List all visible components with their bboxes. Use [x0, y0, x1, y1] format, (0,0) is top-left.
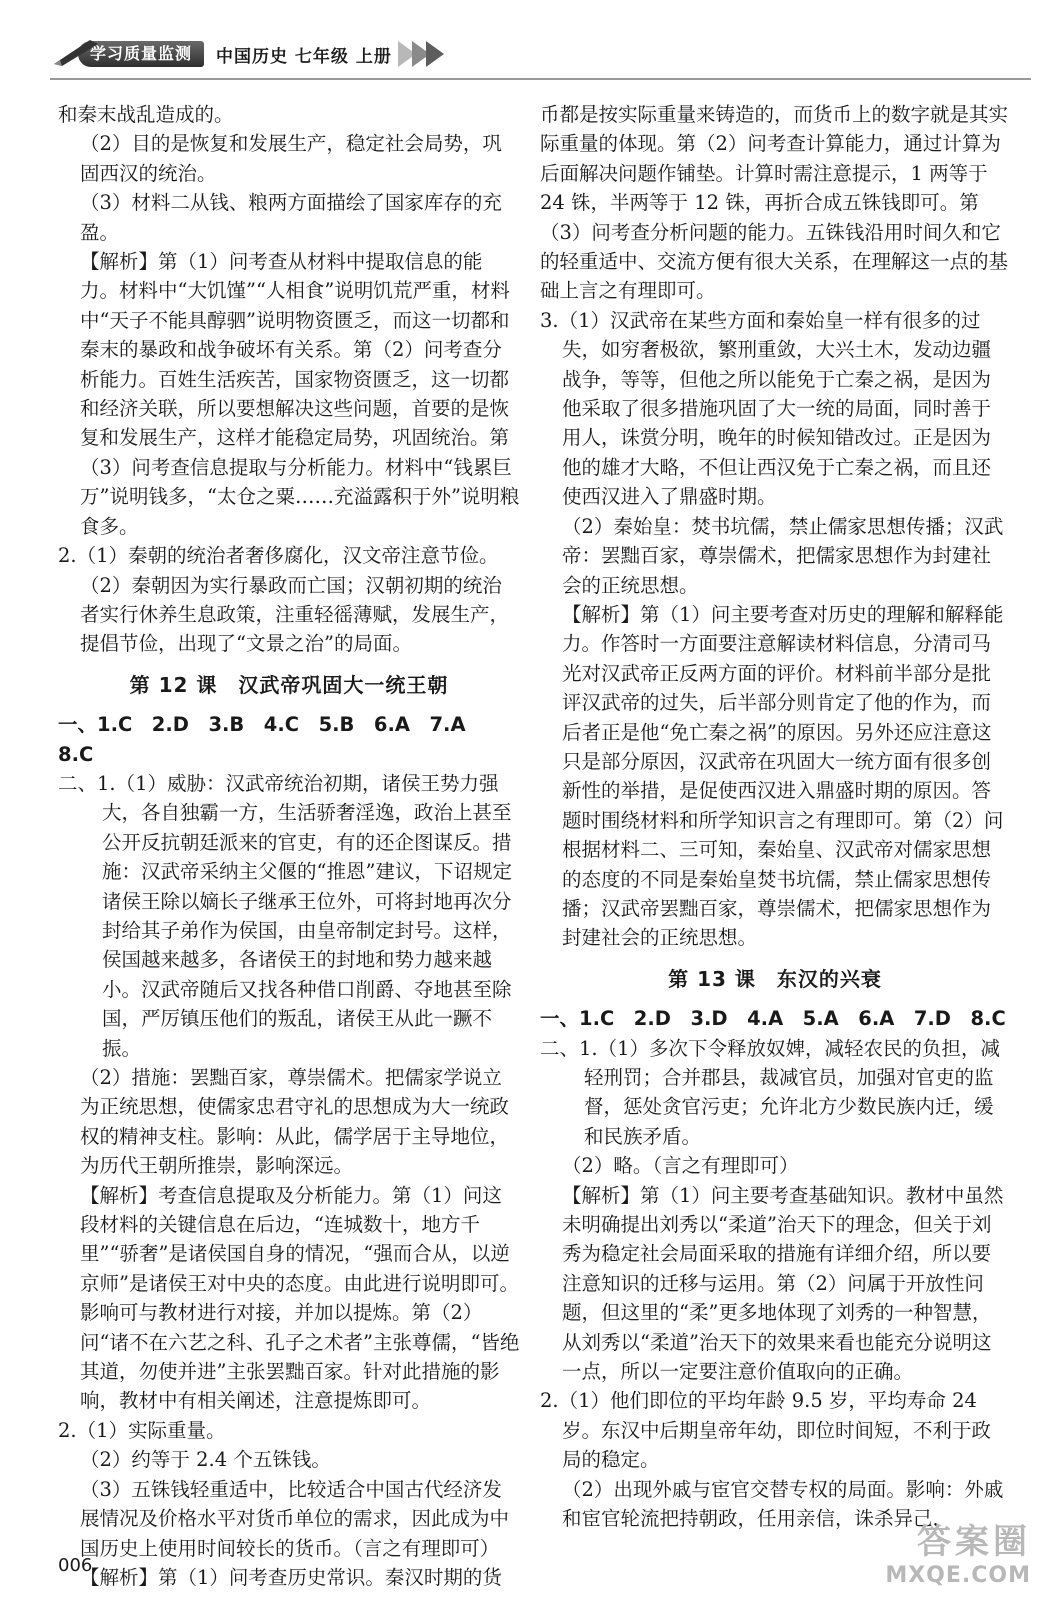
- answer-line: （2）略。（言之有理即可）: [562, 1154, 799, 1178]
- answer-line: 2.（1）他们即位的平均年龄 9.5 岁，平均寿命 24 岁。东汉中后期皇帝年幼，即位时间短，不利于政局的稳定。: [540, 1389, 992, 1472]
- answer-line: 3.（1）汉武帝在某些方面和秦始皇一样有很多的过失，如穷奢极欲，繁刑重敛，大兴土木，发动边疆战争，等等，但他之所以能免于亡秦之祸，是因为他采取了很多措施巩固了大一统的局面，同时善于用人，诛赏分明，晚年的时候知错改过。正是因为他的雄才大略，不但让西汉免于亡秦之祸，而且还使西汉进入了鼎盛时期。: [540, 308, 992, 509]
- answer-line: 二、1.（1）威胁：汉武帝统治初期，诸侯王势力强大，各自独霸一方，生活骄奢淫逸，政治上甚至公开反抗朝廷派来的官吏，有的还企图谋反。措施：汉武帝采纳主父偃的“推恩”建议，下诏规定诸侯王除以嫡长子继承王位外，可将封地再次分封给其子弟作为侯国，由皇帝制定封号。这样，侯国越来越多，各诸侯王的封地和势力越来越小。汉武帝随后又找各种借口削爵、夺地甚至除国，严厉镇压他们的叛乱，诸侯王从此一蹶不振。: [58, 771, 512, 1060]
- choice-answers: 一、1.C 2.D 3.D 4.A 5.A 6.A 7.D 8.C: [540, 1007, 1006, 1031]
- book-title: 中国历史 七年级 上册: [216, 46, 392, 67]
- answer-line: （2）约等于 2.4 个五铢钱。: [80, 1448, 331, 1472]
- answer-line: 和秦末战乱造成的。: [58, 103, 234, 126]
- answer-line: 2.（1）秦朝的统治者奢侈腐化，汉文帝注意节俭。: [58, 544, 499, 568]
- answer-line: （3）五铢钱轻重适中，比较适合中国古代经济发展情况及价格水平对货币单位的需求，因此成为中国历史上使用时间较长的货币。（言之有理即可）: [80, 1477, 510, 1560]
- answer-line: 2.（1）实际重量。: [58, 1418, 226, 1442]
- header-rule: [50, 78, 1031, 80]
- answer-line: （2）秦始皇：焚书坑儒，禁止儒家思想传播；汉武帝：罢黜百家，尊崇儒术，把儒家思想作为封建社会的正统思想。: [562, 514, 1004, 597]
- answer-line: （2）目的是恢复和发展生产，稳定社会局势，巩固西汉的统治。: [80, 132, 502, 185]
- analysis-paragraph: 【解析】第（1）问主要考查基础知识。教材中虽然未明确提出刘秀以“柔道”治天下的理念，但关于刘秀为稳定社会局面采取的措施有详细介绍，所以要注意知识的迁移与运用。第（2）问属于开放性问题，但这里的“柔”更多地体现了刘秀的一种智慧，从刘秀以“柔道”治天下的效果来看也能充分说明这一点，所以一定要注意价值取向的正确。: [562, 1183, 1004, 1384]
- watermark-url: MXQE.COM: [885, 1563, 1031, 1588]
- answer-line: （2）秦朝因为实行暴政而亡国；汉朝初期的统治者实行休养生息政策，注重轻徭薄赋，发展生产，提倡节俭，出现了“文景之治”的局面。: [80, 573, 510, 656]
- page-header: [50, 36, 444, 72]
- answer-line: 二、1.（1）多次下令释放奴婢，减轻农民的负担，减轻刑罚；合并郡县，裁减官员，加强对官吏的监督，惩处贪官污吏；允许北方少数民族内迁，缓和民族矛盾。: [540, 1036, 1001, 1148]
- chevron-arrows-icon: [402, 41, 444, 67]
- analysis-paragraph: 【解析】第（1）问考查从材料中提取信息的能力。材料中“大饥馑”“人相食”说明饥荒严重，材料中“天子不能具醇驷”说明物资匮乏，而这一切都和秦末的暴政和战争破坏有关系。第（2）问考查分析能力。百姓生活疾苦，国家物资匮乏，这一切都和经济关联，所以要想解决这些问题，首要的是恢复和发展生产，这样才能稳定局势，巩固统治。第（3）问考查信息提取与分析能力。材料中“钱累巨万”说明钱多，“太仓之粟……充溢露积于外”说明粮食多。: [80, 250, 520, 538]
- watermark: [885, 1514, 1031, 1588]
- series-tag: 学习质量监测: [78, 41, 204, 67]
- choice-answers: 一、1.C 2.D 3.B 4.C 5.B 6.A 7.A 8.C: [58, 713, 486, 766]
- watermark-logo: 答案圈: [917, 1522, 1031, 1562]
- analysis-paragraph: 【解析】第（1）问主要考查对历史的理解和解释能力。作答时一方面要注意解读材料信息，分清司马光对汉武帝正反两方面的评价。材料前半部分是批评汉武帝的过失，后半部分则肯定了他的作为，而后者正是他“免亡秦之祸”的原因。另外还应注意这只是部分原因，汉武帝在巩固大一统方面有很多创新性的举措，是促使西汉进入鼎盛时期的原因。答题时围绕材料和所学知识言之有理即可。第（2）问根据材料二、三可知，秦始皇、汉武帝对儒家思想的态度的不同是秦始皇焚书坑儒，禁止儒家思想传播；汉武帝罢黜百家，尊崇儒术，把儒家思想作为封建社会的正统思想。: [562, 602, 1004, 950]
- page-number: 006: [58, 1555, 93, 1576]
- answer-line: （2）出现外戚与宦官交替专权的局面。影响：外戚和宦官轮流把持朝政，任用亲信，诛杀异己，: [562, 1477, 1004, 1531]
- right-column: [540, 100, 1010, 1534]
- analysis-paragraph: 币都是按实际重量来铸造的，而货币上的数字就是其实际重量的体现。第（2）问考查计算能力，通过计算为后面解决问题作铺垫。计算时需注意提示，1 两等于 24 铢，半两等于 12 铢，再折合成五铢钱即可。第（3）问考查分析问题的能力。五铢钱沿用时间久和它的轻重适中、交流方便有很大关系，在理解这一点的基础上言之有理即可。: [540, 103, 1009, 303]
- left-column: [58, 100, 520, 1592]
- lesson-heading: 第 13 课 东汉的兴衰: [668, 966, 882, 991]
- analysis-paragraph: 【解析】第（1）问考查历史常识。秦汉时期的货: [80, 1565, 502, 1589]
- lesson-heading: 第 12 课 汉武帝巩固大一统王朝: [129, 672, 449, 697]
- analysis-paragraph: 【解析】考查信息提取及分析能力。第（1）问这段材料的关键信息在后边，“连城数十，地方千里”“骄奢”是诸侯国自身的情况，“强而合从，以逆京师”是诸侯王对中央的态度。由此进行说明即可。影响可与教材进行对接，并加以提炼。第（2）问“诸不在六艺之科、孔子之术者”主张尊儒，“皆绝其道，勿使并进”主张罢黜百家。针对此措施的影响，教材中有相关阐述，注意提炼即可。: [80, 1183, 520, 1413]
- pen-icon: [50, 38, 102, 66]
- answer-line: （3）材料二从钱、粮两方面描绘了国家库存的充盈。: [80, 191, 502, 244]
- answer-line: （2）措施：罢黜百家，尊崇儒术。把儒家学说立为正统思想，使儒家忠君守礼的思想成为大一统政权的精神支柱。影响：从此，儒学居于主导地位，为历代王朝所推崇，影响深远。: [80, 1066, 510, 1178]
